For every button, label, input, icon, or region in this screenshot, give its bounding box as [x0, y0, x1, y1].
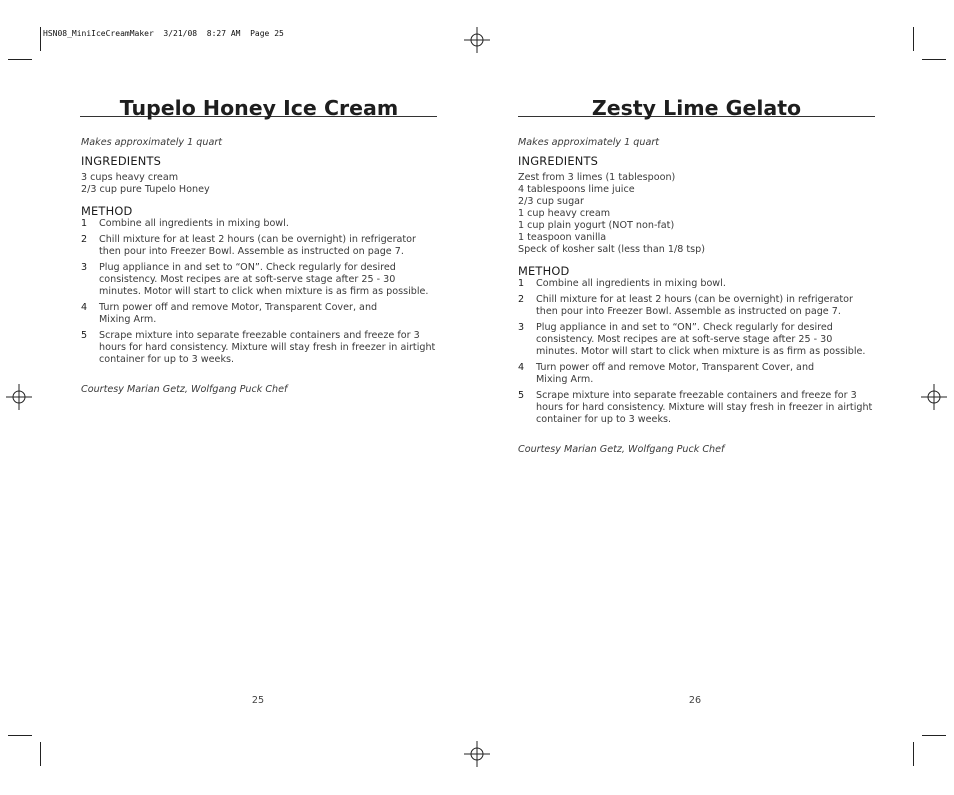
step-text	[99, 234, 437, 258]
crop-mark	[922, 59, 946, 60]
ingredient-item: 1 cup heavy cream	[518, 208, 611, 219]
ingredient-item: Speck of kosher salt (less than 1/8 tsp)	[518, 244, 705, 255]
ingredients-list	[81, 172, 437, 196]
ingredient-item: 1 cup plain yogurt (NOT non-fat)	[518, 220, 675, 231]
ingredients-heading: INGREDIENTS	[81, 154, 162, 168]
ingredient-item: 4 tablespoons lime juice	[518, 184, 635, 195]
registration-mark-icon	[921, 384, 947, 410]
step-number: 5	[518, 390, 525, 401]
registration-mark-icon	[464, 741, 490, 767]
step-text	[536, 322, 875, 358]
step-line: Combine all ingredients in mixing bowl.	[536, 278, 726, 289]
crop-mark	[40, 27, 41, 51]
ingredient-item: 1 teaspoon vanilla	[518, 232, 607, 243]
step-number: 3	[518, 322, 525, 333]
step-number: 2	[518, 294, 525, 305]
step-line: Turn power off and remove Motor, Transparent Cover, and	[99, 302, 378, 313]
step-line: Plug appliance in and set to “ON”. Check regularly for desired	[536, 322, 833, 333]
step-text	[99, 302, 437, 326]
registration-mark-icon	[6, 384, 32, 410]
step-line: Chill mixture for at least 2 hours (can be overnight) in refrigerator	[536, 294, 853, 305]
step-line: hours for hard consistency. Mixture will stay fresh in freezer in airtight	[99, 342, 436, 353]
crop-mark	[913, 742, 914, 766]
step-text	[99, 330, 437, 366]
crop-mark	[8, 735, 32, 736]
step-line: minutes. Motor will start to click when mixture is as firm as possible.	[99, 286, 429, 297]
step-line: consistency. Most recipes are at soft-serve stage after 25 - 30	[99, 274, 396, 285]
step-number: 4	[81, 302, 88, 313]
step-number: 2	[81, 234, 88, 245]
crop-mark	[8, 59, 32, 60]
method-heading: METHOD	[518, 264, 570, 278]
recipe-page-left	[81, 96, 437, 396]
step-line: hours for hard consistency. Mixture will stay fresh in freezer in airtight	[536, 402, 873, 413]
printer-slug: HSN08_MiniIceCreamMaker 3/21/08 8:27 AM Page 25	[43, 29, 284, 38]
method-step	[518, 294, 875, 318]
step-line: container for up to 3 weeks.	[536, 414, 672, 425]
recipe-yield: Makes approximately 1 quart	[81, 137, 223, 148]
step-line: container for up to 3 weeks.	[99, 354, 235, 365]
step-line: then pour into Freezer Bowl. Assemble as instructed on page 7.	[536, 306, 841, 317]
method-steps	[518, 278, 875, 426]
method-step	[518, 390, 875, 426]
recipe-page-right	[518, 96, 875, 456]
method-step	[81, 302, 437, 326]
method-step	[81, 218, 437, 230]
step-line: Mixing Arm.	[536, 374, 594, 385]
step-text	[536, 362, 875, 386]
crop-mark	[922, 735, 946, 736]
crop-mark	[40, 742, 41, 766]
method-step	[81, 234, 437, 258]
step-text	[536, 294, 875, 318]
recipe-credit: Courtesy Marian Getz, Wolfgang Puck Chef	[518, 444, 725, 455]
step-text	[99, 218, 437, 230]
recipe-yield: Makes approximately 1 quart	[518, 137, 660, 148]
step-text	[536, 278, 875, 290]
step-line: Combine all ingredients in mixing bowl.	[99, 218, 289, 229]
ingredient-item: 2/3 cup pure Tupelo Honey	[81, 184, 210, 195]
method-heading: METHOD	[81, 204, 133, 218]
method-step	[81, 262, 437, 298]
step-number: 3	[81, 262, 88, 273]
crop-mark	[913, 27, 914, 51]
method-steps	[81, 218, 437, 366]
step-number: 5	[81, 330, 88, 341]
method-step	[518, 278, 875, 290]
ingredients-list	[518, 172, 875, 256]
method-step	[518, 322, 875, 358]
step-line: Chill mixture for at least 2 hours (can be overnight) in refrigerator	[99, 234, 416, 245]
method-step	[81, 330, 437, 366]
recipe-title: Zesty Lime Gelato	[591, 96, 802, 120]
recipe-title: Tupelo Honey Ice Cream	[119, 96, 399, 120]
ingredient-item: 3 cups heavy cream	[81, 172, 179, 183]
step-line: Plug appliance in and set to “ON”. Check regularly for desired	[99, 262, 396, 273]
step-number: 1	[81, 218, 88, 229]
registration-mark-icon	[464, 27, 490, 53]
step-text	[99, 262, 437, 298]
step-number: 4	[518, 362, 525, 373]
method-step	[518, 362, 875, 386]
page-number: 25	[251, 695, 265, 706]
step-line: Turn power off and remove Motor, Transparent Cover, and	[536, 362, 815, 373]
ingredient-item: Zest from 3 limes (1 tablespoon)	[518, 172, 676, 183]
ingredient-item: 2/3 cup sugar	[518, 196, 584, 207]
ingredients-heading: INGREDIENTS	[518, 154, 599, 168]
step-number: 1	[518, 278, 525, 289]
step-line: minutes. Motor will start to click when mixture is as firm as possible.	[536, 346, 866, 357]
step-line: Scrape mixture into separate freezable containers and freeze for 3	[536, 390, 857, 401]
step-line: then pour into Freezer Bowl. Assemble as instructed on page 7.	[99, 246, 404, 257]
step-line: Mixing Arm.	[99, 314, 157, 325]
recipe-credit: Courtesy Marian Getz, Wolfgang Puck Chef	[81, 384, 288, 395]
page-number: 26	[688, 695, 702, 706]
step-line: Scrape mixture into separate freezable containers and freeze for 3	[99, 330, 420, 341]
step-line: consistency. Most recipes are at soft-serve stage after 25 - 30	[536, 334, 833, 345]
step-text	[536, 390, 875, 426]
